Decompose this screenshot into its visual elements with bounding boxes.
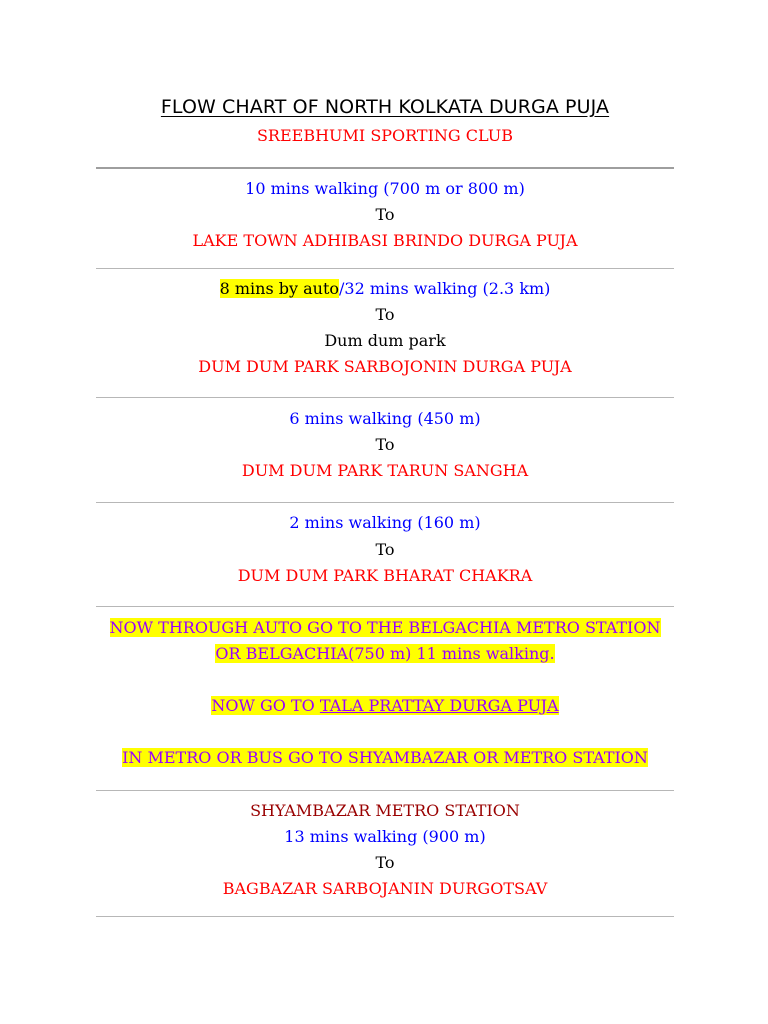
step2-route-auto: 8 mins by auto: [219, 279, 340, 298]
section-divider: [96, 268, 674, 269]
step5-goto-place: TALA PRATTAY DURGA PUJA: [319, 696, 559, 715]
section-divider: [96, 502, 674, 503]
step2-destination: DUM DUM PARK SARBOJONIN DURGA PUJA: [198, 357, 572, 376]
step3-route: 6 mins walking (450 m): [289, 409, 481, 428]
step2-route: [96, 278, 674, 300]
step3-to: To: [375, 435, 395, 454]
step6-origin: SHYAMBAZAR METRO STATION: [250, 801, 520, 820]
step6-route: 13 mins walking (900 m): [284, 827, 486, 846]
step6-to: To: [375, 853, 395, 872]
step1-destination: LAKE TOWN ADHIBASI BRINDO DURGA PUJA: [192, 231, 578, 250]
step3-destination: DUM DUM PARK TARUN SANGHA: [241, 461, 529, 480]
section-divider: [96, 916, 674, 917]
step4-route: 2 mins walking (160 m): [289, 513, 481, 532]
step1-route: 10 mins walking (700 m or 800 m): [245, 179, 525, 198]
section-divider: [96, 167, 674, 169]
step5-metro: IN METRO OR BUS GO TO SHYAMBAZAR OR METRO STATION: [122, 748, 648, 767]
step2-route-walking: /32 mins walking (2.3 km): [339, 279, 551, 298]
step5-goto-prefix: NOW GO TO: [211, 696, 320, 715]
step5-goto: [96, 695, 674, 717]
section-divider: [96, 397, 674, 398]
step6-destination: BAGBAZAR SARBOJANIN DURGOTSAV: [222, 879, 548, 898]
step2-to: To: [375, 305, 395, 324]
step1-to: To: [375, 205, 395, 224]
step4-to: To: [375, 540, 395, 559]
document-title: FLOW CHART OF NORTH KOLKATA DURGA PUJA: [160, 96, 610, 118]
section-divider: [96, 790, 674, 791]
section-divider: [96, 606, 674, 607]
start-location: SREEBHUMI SPORTING CLUB: [256, 126, 514, 145]
step5-instruction-line2: OR BELGACHIA(750 m) 11 mins walking.: [215, 644, 555, 663]
step2-place: Dum dum park: [324, 331, 446, 350]
step4-destination: DUM DUM PARK BHARAT CHAKRA: [237, 566, 533, 585]
step5-instruction-line1: NOW THROUGH AUTO GO TO THE BELGACHIA METRO STATION: [109, 618, 661, 637]
